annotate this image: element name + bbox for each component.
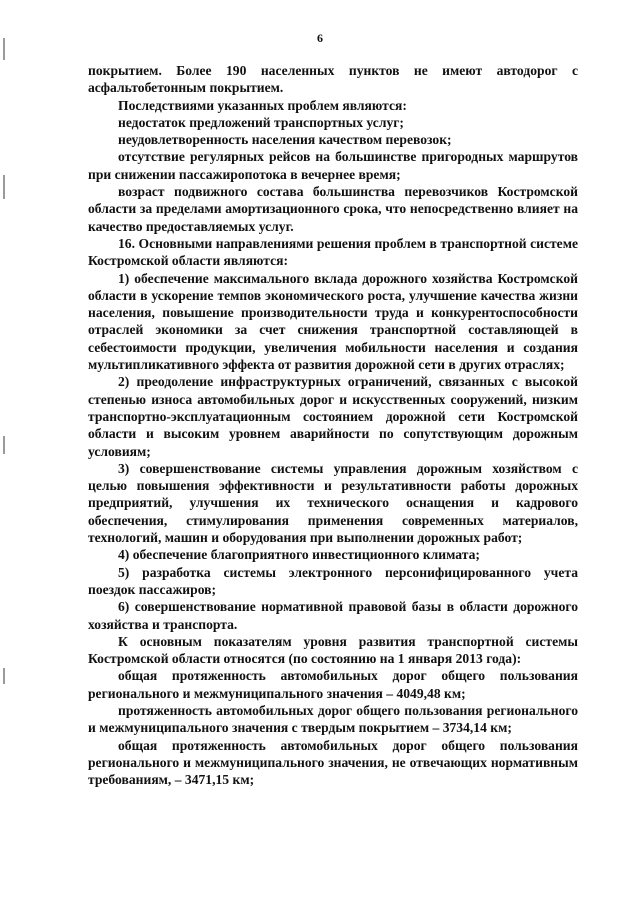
paragraph-continuation: покрытием. Более 190 населенных пунктов не имеют автодорог с асфальтобетонным покрытием.	[88, 63, 578, 96]
paragraph-consequence-1: недостаток предложений транспортных услуг;	[118, 114, 404, 130]
paragraph-section-16: 16. Основными направлениями решения проблем в транспортной системе Костромской области являются:	[88, 235, 578, 269]
paragraph-consequence-2: неудовлетворенность населения качеством перевозок;	[118, 132, 452, 148]
paragraph-indicator-2: протяженность автомобильных дорог общего пользования регионального и межмуниципального значения с твердым покрытием – 3734,14 км;	[88, 702, 578, 736]
page-number: 6	[317, 31, 323, 45]
scan-edge-mark	[3, 436, 5, 454]
document-body	[88, 62, 578, 788]
paragraph-consequence-3: отсутствие регулярных рейсов на большинстве пригородных маршрутов при снижении пассажиропотока в вечернее время;	[88, 149, 578, 182]
paragraph-consequence-4: возраст подвижного состава большинства перевозчиков Костромской области за пределами амортизационного срока, что непосредственно влияет на качество предоставляемых услуг.	[88, 184, 578, 234]
paragraph-indicator-3: общая протяженность автомобильных дорог общего пользования регионального и межмуниципального значения, не отвечающих нормативным требованиям, – 3471,15 км;	[88, 737, 578, 788]
paragraph-direction-5: 5) разработка системы электронного персонифицированного учета поездок пассажиров;	[88, 564, 578, 597]
paragraph-direction-6: 6) совершенствование нормативной правовой базы в области дорожного хозяйства и транспорта.	[88, 599, 578, 632]
paragraph-indicators-intro: К основным показателям уровня развития транспортной системы Костромской области относятся (по состоянию на 1 января 2013 года):	[88, 633, 578, 667]
paragraph-direction-1: 1) обеспечение максимального вклада дорожного хозяйства Костромской области в ускорение темпов экономического роста, улучшение качества жизни населения, повышение производительности труда и конкурентоспособности отраслей экономики за счет снижения транспортной составляющей в себестоимости продукции, увеличения мобильности населения и создания мультипликативного эффекта от развития дорожной сети в других отраслях;	[88, 270, 578, 373]
scan-edge-mark	[3, 668, 5, 684]
paragraph-indicator-1: общая протяженность автомобильных дорог общего пользования регионального и межмуниципального значения – 4049,48 км;	[88, 668, 578, 701]
paragraph-consequences-intro: Последствиями указанных проблем являются:	[118, 97, 407, 113]
paragraph-direction-2: 2) преодоление инфраструктурных ограничений, связанных с высокой степенью износа автомобильных дорог и искусственных сооружений, низким транспортно-эксплуатационным состоянием дорожной сети Костромской области и высоким уровнем аварийности по сопутствующим дорожным условиям;	[88, 374, 578, 459]
paragraph-direction-3: 3) совершенствование системы управления дорожным хозяйством с целью повышения эффективности и результативности работы дорожных предприятий, улучшения их технического оснащения и кадрового обеспечения, стимулирования применения современных материалов, технологий, машин и оборудования при выполнении дорожных работ;	[88, 460, 578, 546]
scan-edge-mark	[3, 175, 5, 199]
paragraph-direction-4: 4) обеспечение благоприятного инвестиционного климата;	[118, 547, 480, 563]
